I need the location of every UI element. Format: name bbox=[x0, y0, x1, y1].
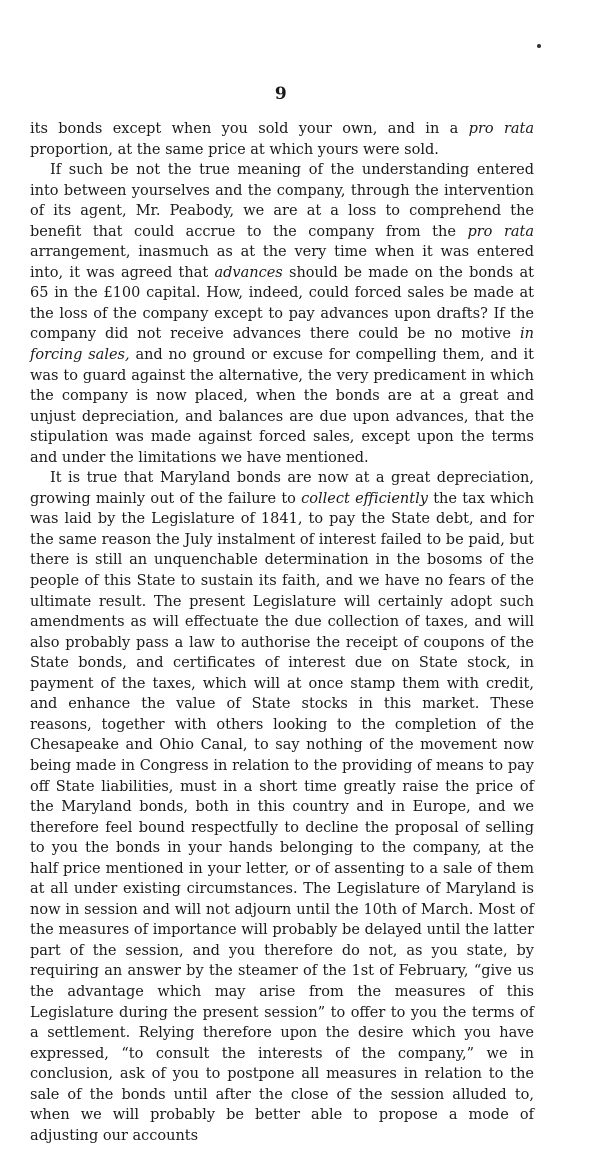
italic-phrase: pro rata bbox=[468, 121, 535, 137]
text-run: the tax which was laid by the Legislature of 1841, to pay the State debt, and for the same reason the July instalment of interest failed to be paid, but there is still an unquenchable determination in the bosoms of the people of this State to sustain its faith, and we have no fears of the ultimate result. The present Legislature will certainly adopt such amendments as will effectuate the due collection of taxes, and will also probably pass a law to authorise the receipt of coupons of the State bonds, and certificates of interest due on State stock, in payment of the taxes, which will at once stamp them with credit, and enhance the value of State stocks in this market. These reasons, together with others looking to the completion of the Chesapeake and Ohio Canal, to say nothing of the movement now being made in Congress in relation to the providing of means to pay off State liabilities, must in a short time greatly raise the price of the Maryland bonds, both in this country and in Europe, and we therefore feel bound respectfully to decline the proposal of selling to you the bonds in your hands belonging to the company, at the half price mentioned in your letter, or of assenting to a sale of them at all under existing circumstances. The Legislature of Maryland is now in session and will not adjourn until the 10th of March. Most of the measures of importance will probably be delayed until the latter part of the session, and you therefore do not, as you state, by requiring an answer by the steamer of the 1st of February, “give us the advantage which may arise from the measures of this Legislature during the present session” to offer to you the terms of a settlement. Relying therefore upon the desire which you have expressed, “to consult the interests of the company,” we in conclusion, ask of you to postpone all measures in relation to the sale of the bonds until after the close of the session alluded to, when we will probably be better able to propose a mode of adjusting our accounts bbox=[30, 490, 535, 1144]
paragraph bbox=[30, 468, 534, 1146]
italic-phrase: collect efficiently bbox=[301, 490, 428, 507]
text-run: its bonds except when you sold your own, and in a bbox=[30, 121, 469, 137]
text-run: It is true that Maryland bonds are now at a great depreciation, growing mainly out of the failure to bbox=[30, 470, 534, 507]
text-run: If such be not the true meaning of the understanding entered into between yourselves and the company, through the intervention of its agent, Mr. Peabody, we are at a loss to comprehend the benefit that could accrue to the company from the bbox=[30, 162, 534, 240]
italic-phrase: pro rata bbox=[467, 223, 534, 240]
text-run: arrangement, inasmuch as at the very time when it was entered into, it was agreed that bbox=[30, 244, 534, 281]
body-text bbox=[30, 119, 534, 1146]
text-run: proportion, at the same price at which yours were sold. bbox=[30, 141, 439, 158]
text-run: should be made on the bonds at 65 in the £100 capital. How, indeed, could forced sales be made at the loss of the company except to pay advances upon drafts? If the company did not receive advances there could be no motive bbox=[30, 264, 534, 343]
ink-speck bbox=[537, 44, 541, 48]
paragraph bbox=[30, 119, 534, 160]
text-run: and no ground or excuse for compelling them, and it was to guard against the alternative, the very predicament in which the company is now placed, when the bonds are at a great and unjust depreciation, and balances are due upon advances, that the stipulation was made against forced sales, except upon the terms and under the limitations we have mentioned. bbox=[30, 347, 534, 466]
paragraph bbox=[30, 160, 534, 468]
italic-phrase: advances bbox=[214, 264, 283, 281]
italic-phrase: in forcing sales, bbox=[30, 326, 534, 364]
page-number: 9 bbox=[274, 84, 288, 104]
